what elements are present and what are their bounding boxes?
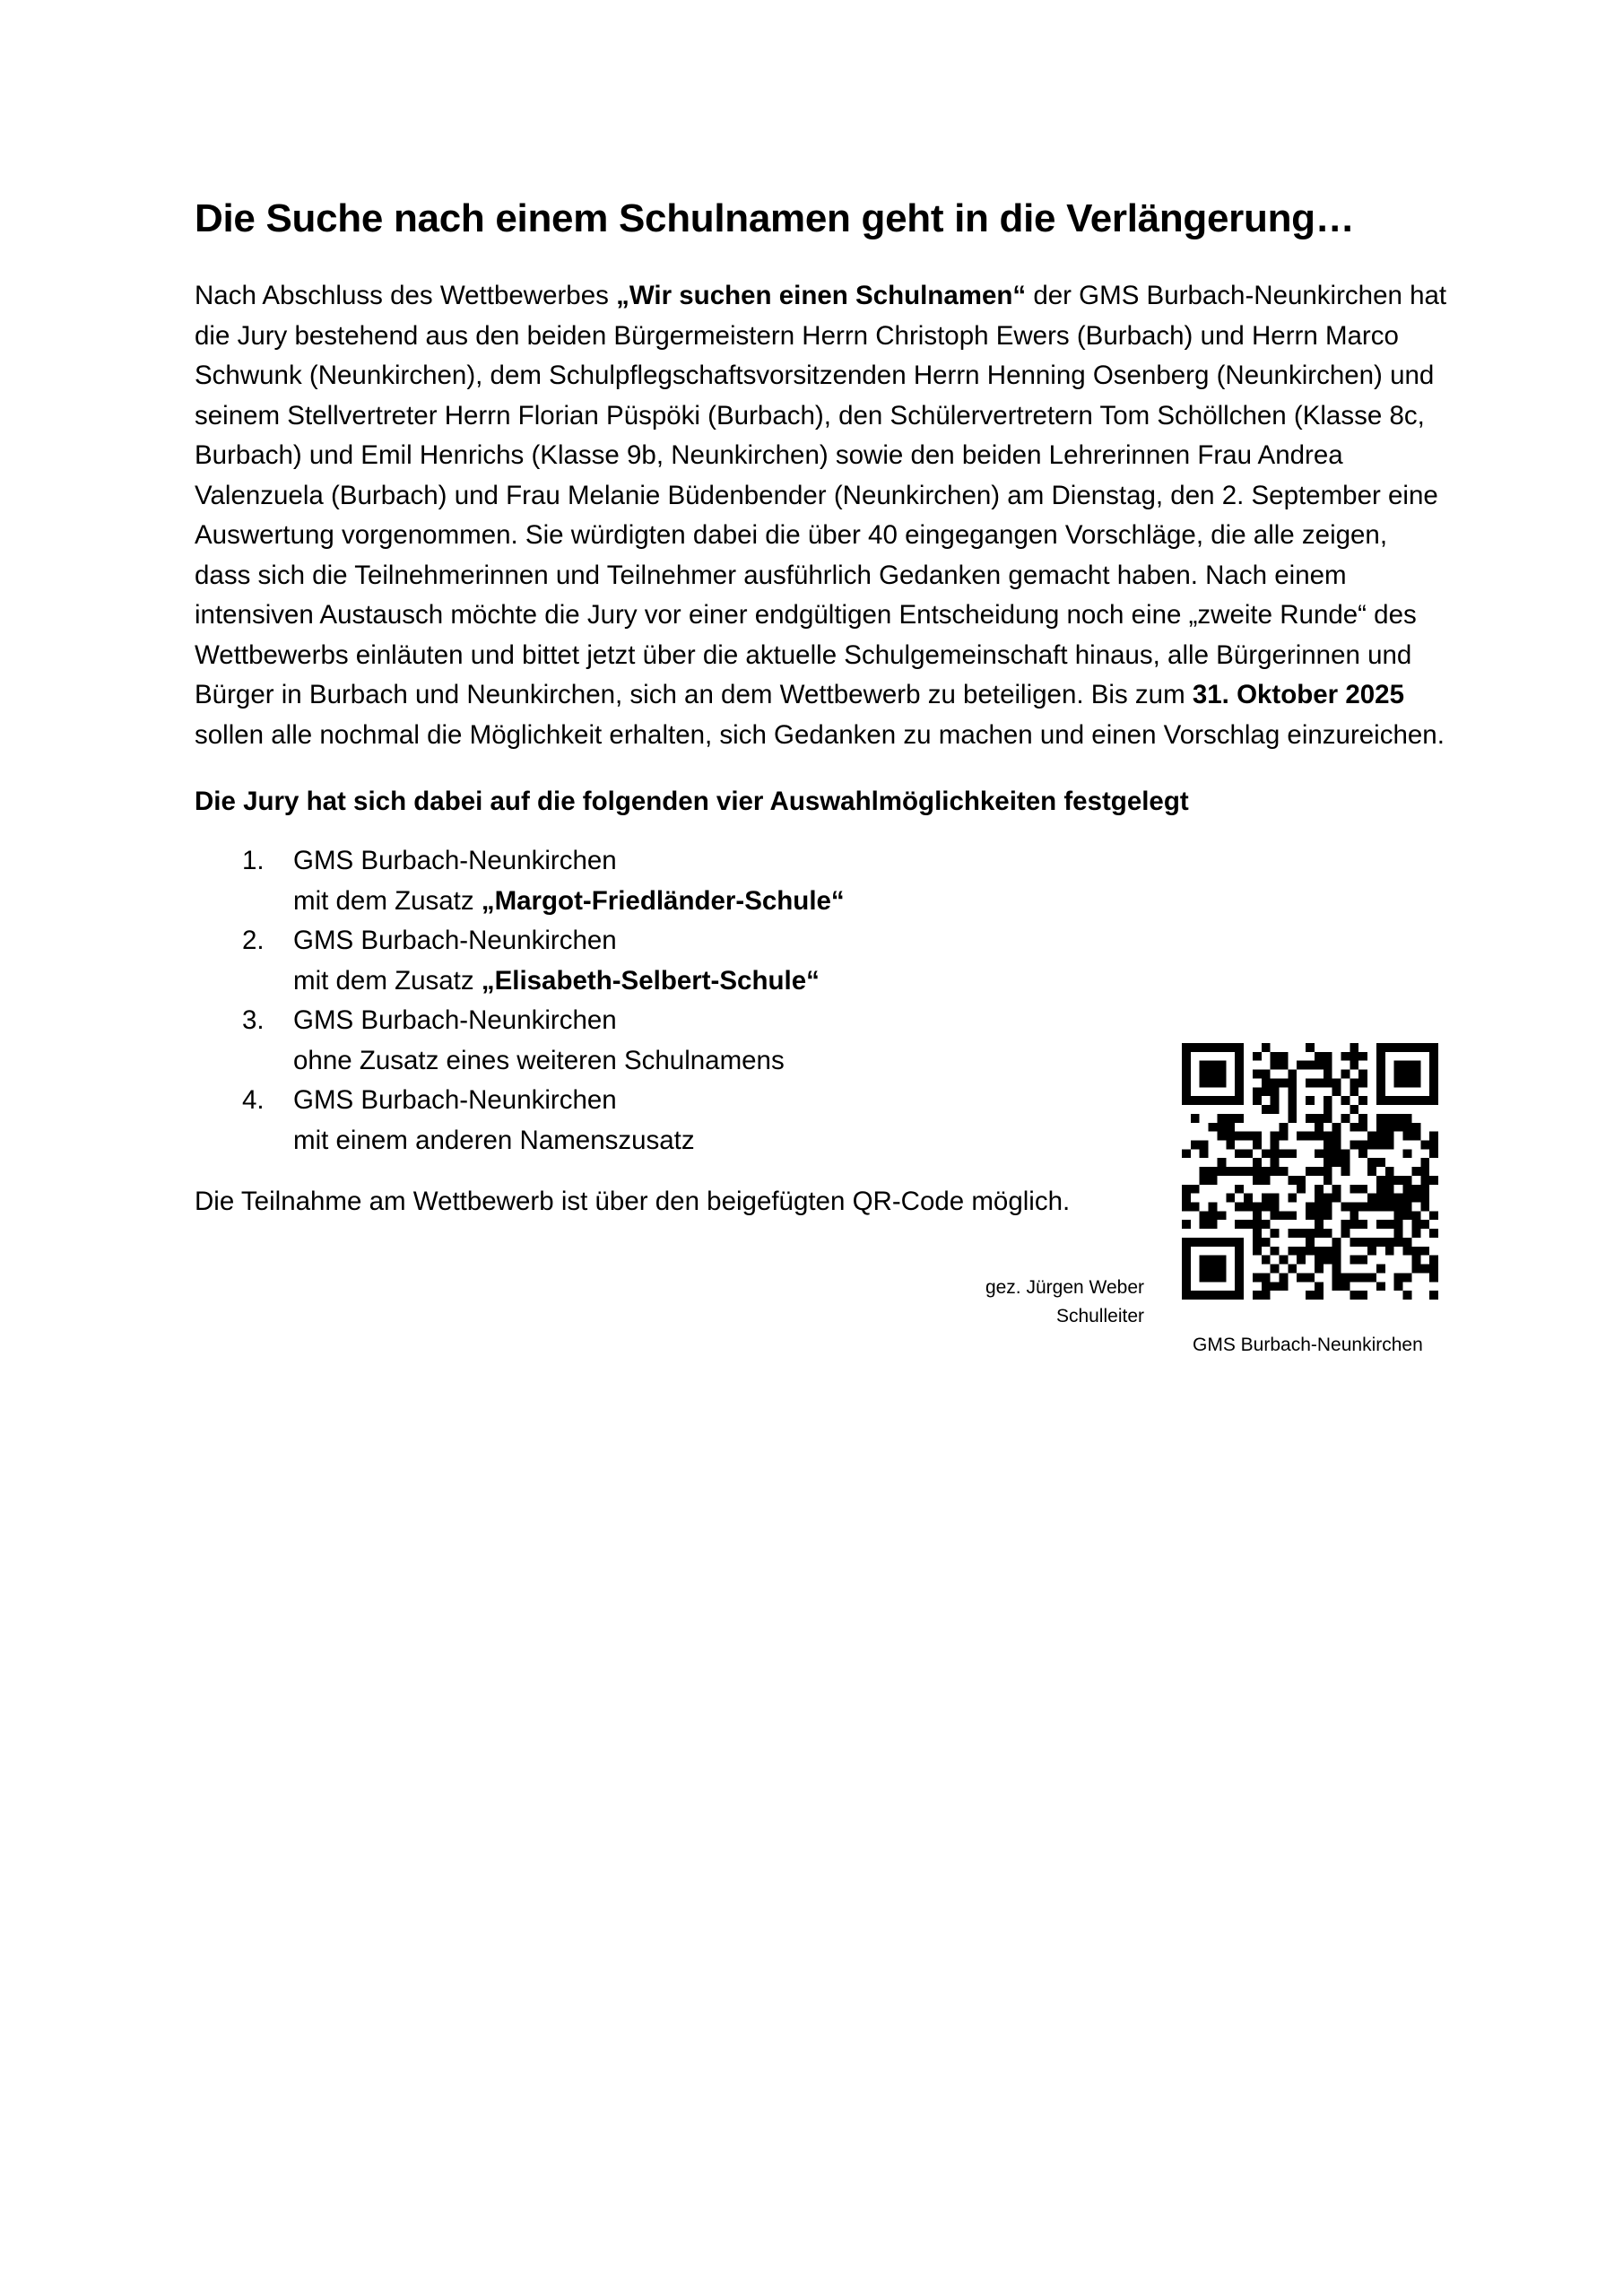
option-detail	[293, 882, 1450, 922]
signature-block	[985, 1274, 1144, 1331]
option-detail-name: „Margot-Friedländer-Schule“	[481, 885, 845, 916]
intro-text-start: Nach Abschluss des Wettbewerbes	[195, 281, 617, 310]
option-school: GMS Burbach-Neunkirchen	[293, 846, 617, 875]
option-detail-prefix: mit dem Zusatz	[293, 965, 482, 996]
option-school: GMS Burbach-Neunkirchen	[293, 1085, 617, 1115]
option-school: GMS Burbach-Neunkirchen	[293, 926, 617, 955]
list-item-option-1	[195, 841, 1450, 921]
options-heading: Die Jury hat sich dabei auf die folgenden vier Auswahlmöglichkeiten festgelegt	[195, 787, 1189, 816]
option-detail: ohne Zusatz eines weiteren Schulnamens	[293, 1045, 785, 1075]
option-number: 2.	[242, 926, 265, 955]
intro-text-main: der GMS Burbach-Neunkirchen hat die Jury bestehend aus den beiden Bürgermeistern Herrn Christoph Ewers (Burbach) und Herrn Marco Schwunk (Neunkirchen), dem Schulpflegschaftsvorsitzenden Herrn Henning Osenberg (Neunkirchen) und seinem Stellvertreter Herrn Florian Püspöki (Burbach), den Schülervertretern Tom Schöllchen (Klasse 8c, Burbach) und Emil Henrichs (Klasse 9b, Neunkirchen) sowie den beiden Lehrerinnen Frau Andrea Valenzuela (Burbach) und Frau Melanie Büdenbender (Neunkirchen) am Dienstag, den 2. September eine Auswertung vorgenommen. Sie würdigten dabei die über 40 eingegangen Vorschläge, die alle zeigen, dass sich die Teilnehmerinnen und Teilnehmer ausführlich Gedanken gemacht haben. Nach einem intensiven Austausch möchte die Jury vor einer endgültigen Entscheidung noch eine „zweite Runde“ des Wettbewerbs einläuten und bittet jetzt über die aktuelle Schulgemeinschaft hinaus, alle Bürgerinnen und Bürger in Burbach und Neunkirchen, sich an dem Wettbewerb zu beteiligen. Bis zum	[195, 281, 1447, 709]
option-detail	[293, 961, 1450, 1002]
qr-caption: GMS Burbach-Neunkirchen	[1193, 1335, 1423, 1355]
option-detail: mit einem anderen Namenszusatz	[293, 1125, 695, 1155]
intro-text-end: sollen alle nochmal die Möglichkeit erhalten, sich Gedanken zu machen und einen Vorschlag einzureichen.	[195, 719, 1445, 750]
participation-note: Die Teilnahme am Wettbewerb ist über den beigefügten QR-Code möglich.	[195, 1187, 1071, 1216]
option-number: 1.	[242, 846, 265, 875]
signature-role: Schulleiter	[1055, 1306, 1144, 1326]
list-item-option-2	[195, 921, 1450, 1001]
option-detail-prefix: mit dem Zusatz	[293, 885, 482, 916]
intro-paragraph	[195, 276, 1450, 755]
signature-name: gez. Jürgen Weber	[985, 1277, 1144, 1298]
option-number: 3.	[242, 1005, 265, 1035]
option-detail-name: „Elisabeth-Selbert-Schule“	[481, 965, 820, 996]
page-title: Die Suche nach einem Schulnamen geht in die Verlängerung…	[195, 196, 1355, 240]
option-school: GMS Burbach-Neunkirchen	[293, 1005, 617, 1035]
contest-name: „Wir suchen einen Schulnamen“	[616, 281, 1027, 310]
qr-code-icon[interactable]	[1182, 1043, 1438, 1300]
deadline-date: 31. Oktober 2025	[1192, 680, 1404, 709]
option-number: 4.	[242, 1085, 265, 1115]
